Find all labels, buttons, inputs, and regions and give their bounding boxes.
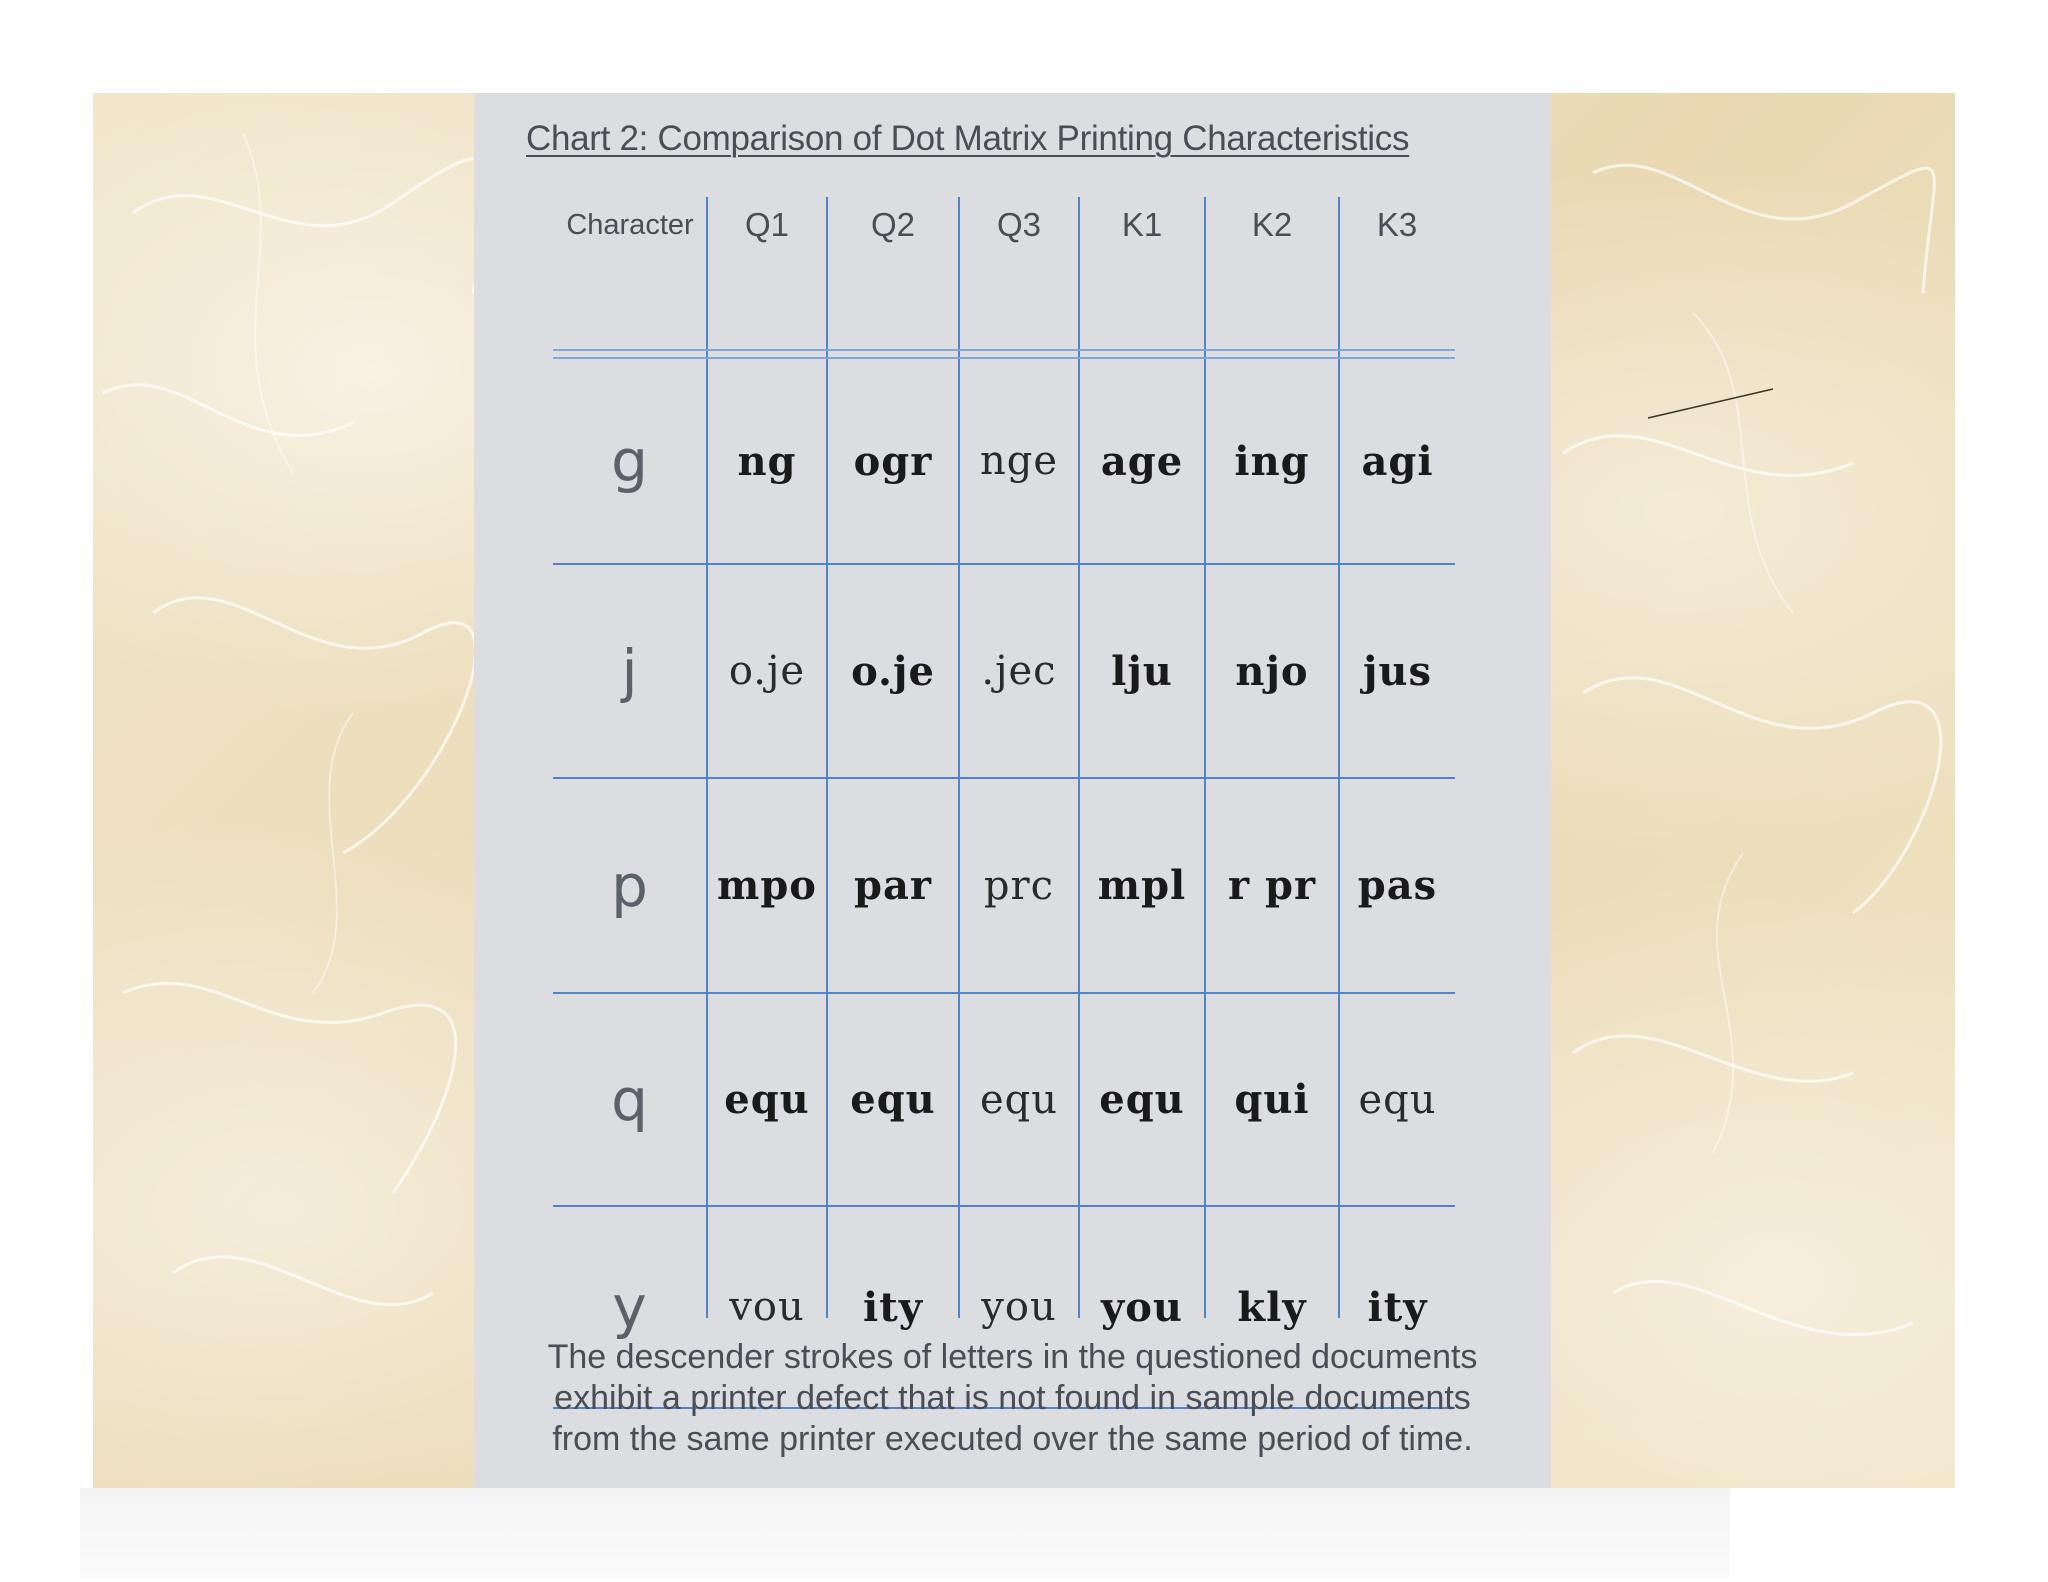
sample-y-q3: you bbox=[981, 1284, 1057, 1330]
row-character-q: q bbox=[611, 1065, 648, 1134]
column-header-q1: Q1 bbox=[744, 206, 790, 243]
sample-q-k1: equ bbox=[1099, 1076, 1185, 1123]
caption-line: exhibit a printer defect that is not found in sample documents bbox=[554, 1379, 1471, 1417]
row-character-j: j bbox=[621, 637, 638, 705]
sample-g-q3: nge bbox=[979, 438, 1059, 484]
column-header-k3: K3 bbox=[1376, 206, 1418, 243]
sample-g-q2: ogr bbox=[853, 437, 933, 485]
column-header-character: Character bbox=[566, 208, 694, 241]
header-rule-top bbox=[553, 349, 1455, 351]
bottom-shadow bbox=[80, 1488, 1730, 1578]
sample-p-q3: prc bbox=[983, 862, 1055, 909]
sample-j-q1: o.je bbox=[728, 648, 806, 694]
column-header-q2: Q2 bbox=[870, 206, 916, 243]
chart-title: Chart 2: Comparison of Dot Matrix Printing Characteristics bbox=[526, 119, 1410, 158]
sample-q-k3: equ bbox=[1358, 1076, 1437, 1123]
sample-p-k1: mpl bbox=[1097, 862, 1187, 909]
column-header-k2: K2 bbox=[1251, 206, 1293, 243]
sample-y-k2: kly bbox=[1237, 1283, 1307, 1331]
row-character-p: p bbox=[611, 851, 648, 920]
chart-panel bbox=[474, 93, 1551, 1488]
sample-y-q2: ity bbox=[863, 1283, 923, 1331]
sample-g-k2: ing bbox=[1234, 437, 1310, 485]
sample-j-q3: .jec bbox=[981, 648, 1057, 694]
sample-g-k3: agi bbox=[1361, 437, 1434, 485]
sample-p-k2: r pr bbox=[1227, 862, 1317, 909]
caption-line: from the same printer executed over the same period of time. bbox=[552, 1420, 1473, 1458]
row-character-g: g bbox=[611, 427, 648, 495]
sample-p-k3: pas bbox=[1357, 862, 1438, 909]
sample-j-k1: lju bbox=[1111, 647, 1173, 695]
sample-p-q2: par bbox=[854, 862, 932, 909]
sample-j-k2: njo bbox=[1235, 647, 1309, 695]
column-header-k1: K1 bbox=[1121, 206, 1163, 243]
sample-q-k2: qui bbox=[1234, 1076, 1310, 1123]
chart-caption bbox=[474, 1337, 1551, 1460]
sample-y-q1: vou bbox=[729, 1284, 805, 1330]
sample-g-k1: age bbox=[1100, 437, 1184, 485]
caption-line: The descender strokes of letters in the questioned documents bbox=[547, 1338, 1478, 1376]
sample-j-k3: jus bbox=[1362, 647, 1433, 695]
sample-j-q2: o.je bbox=[851, 647, 935, 695]
sample-p-q1: mpo bbox=[717, 862, 817, 909]
sample-y-k1: you bbox=[1100, 1283, 1183, 1331]
sample-q-q1: equ bbox=[724, 1076, 810, 1123]
row-character-y: y bbox=[612, 1273, 647, 1341]
column-header-q3: Q3 bbox=[996, 206, 1042, 243]
sample-q-q2: equ bbox=[850, 1076, 936, 1123]
comparison-table bbox=[553, 197, 1455, 1341]
sample-y-k3: ity bbox=[1367, 1283, 1428, 1331]
sample-q-q3: equ bbox=[979, 1076, 1059, 1123]
sample-g-q1: ng bbox=[737, 437, 797, 485]
